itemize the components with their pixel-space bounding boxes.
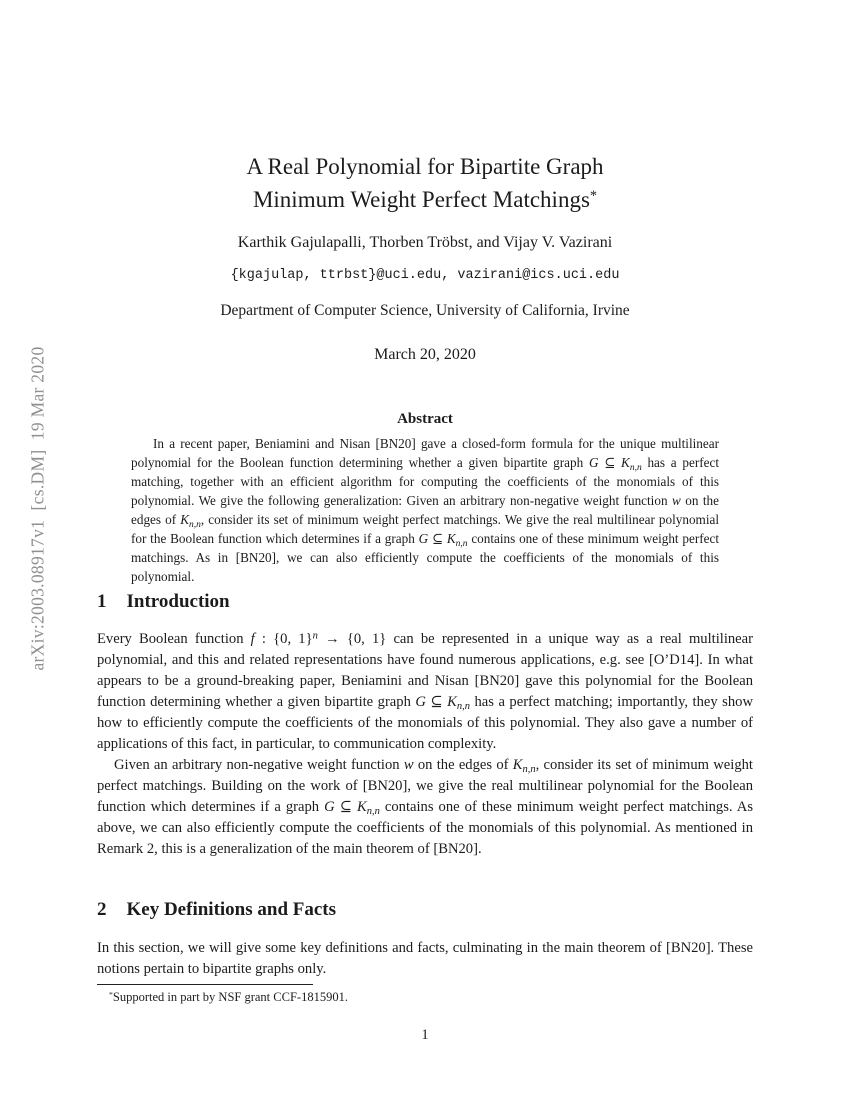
page-number: 1 <box>421 1027 429 1043</box>
section-1-title: Introduction <box>126 591 230 612</box>
section-2-paragraph-1: In this section, we will give some key definitions and facts, culminating in the main theorem of [BN20]. These notions pertain to bipartite graphs only. <box>97 940 753 977</box>
emails-line: {kgajulap, ttrbst}@uci.edu, vazirani@ics.uci.edu <box>230 268 620 283</box>
title-line-2 <box>0 183 850 216</box>
footnote <box>97 989 753 1006</box>
section-2-heading <box>97 899 753 921</box>
section-2-paragraphs <box>97 938 753 980</box>
date-line: March 20, 2020 <box>374 346 476 363</box>
abstract-text: In a recent paper, Beniamini and Nisan [BN20] gave a closed-form formula for the unique multilinear polynomial for the Boolean function determining whether a given bipartite graph G ⊆ $K_{n,n}$ has a perfect matching, together with an efficient algorithm for computing the coefficients of the monomials of this polynomial. We give the following generalization: Given an arbitrary non-negative weight function w on the edges of $K_{n,n}$, consider its set of minimum weight perfect matchings. We give the real multilinear polynomial for the Boolean function which determines if a graph G ⊆ $K_{n,n}$ contains one of these minimum weight perfect matchings. As in [BN20], we can also efficiently compute the coefficients of the monomials of this polynomial. <box>131 436 719 584</box>
title-line-2-text: Minimum Weight Perfect Matchings <box>252 187 590 212</box>
section-2-number: 2 <box>97 899 107 920</box>
intro-paragraph-2: Given an arbitrary non-negative weight function w on the edges of $K_{n,n}$, consider its set of minimum weight perfect matchings. Building on the work of [BN20], we give the real multilinear polynomial for the Boolean function which determines if a graph G ⊆ $K_{n,n}$ contains one of these minimum weight perfect matchings. As above, we can also efficiently compute the coefficients of the monomials of this polynomial. As mentioned in Remark 2, this is a generalization of the main theorem of [BN20]. <box>97 757 753 857</box>
authors-line: Karthik Gajulapalli, Thorben Tröbst, and Vijay V. Vazirani <box>237 234 613 251</box>
footnote-marker: * <box>109 990 113 1000</box>
abstract-heading: Abstract <box>397 411 453 427</box>
affiliation-line: Department of Computer Science, University of California, Irvine <box>220 302 630 319</box>
footnote-rule <box>97 984 313 985</box>
section-2-title: Key Definitions and Facts <box>126 899 337 920</box>
title-footnote-marker: * <box>589 187 598 204</box>
section-1-heading <box>97 591 753 613</box>
footnote-block <box>97 984 753 1006</box>
intro-paragraph-1: Every Boolean function f : {0, 1}$^n$ → {0, 1} can be represented in a unique way as a real multilinear polynomial, and this and related representations have found numerous applications, e.g. see [O’D14]. In what appears to be a ground-breaking paper, Beniamini and Nisan [BN20] gave this polynomial for the Boolean function determining whether a given bipartite graph G ⊆ $K_{n,n}$ has a perfect matching; importantly, they show how to efficiently compute the coefficients of the monomials of this polynomial. They also gave a number of applications of this fact, in particular, to communication complexity. <box>97 630 753 752</box>
footnote-text: Supported in part by NSF grant CCF-1815901. <box>112 990 348 1004</box>
paper-title <box>0 150 850 216</box>
section-1-number: 1 <box>97 591 107 612</box>
title-line-1: A Real Polynomial for Bipartite Graph <box>246 154 604 179</box>
arxiv-watermark: arXiv:2003.08917v1 [cs.DM] 19 Mar 2020 <box>27 346 48 671</box>
intro-paragraphs <box>97 629 753 860</box>
